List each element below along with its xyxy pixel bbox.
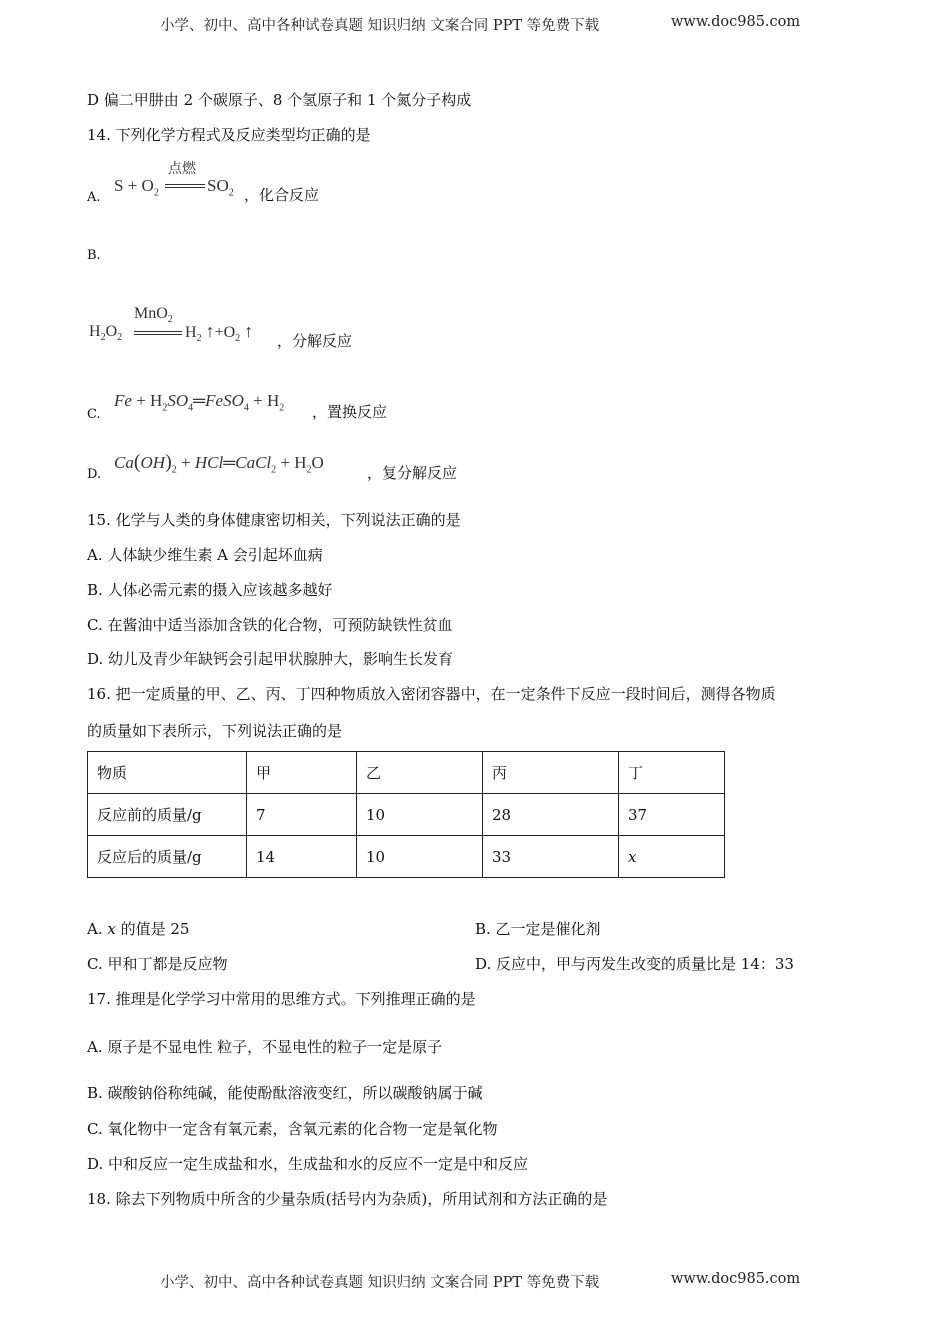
q14-d-label: D.: [87, 467, 102, 482]
page-header: [160, 14, 599, 35]
q14-b-product-h2: H: [185, 324, 197, 341]
q14-b-catalyst: MnO$_2$: [134, 305, 173, 326]
q17-option-c: C. 氧化物中一定含有氧元素，含氧元素的化合物一定是氧化物: [87, 1120, 498, 1138]
q14-c-label: C.: [87, 407, 101, 422]
q14-a-condition: 点燃: [168, 161, 196, 177]
table-cell: 10: [357, 836, 483, 878]
q14-b-left: H: [89, 323, 101, 340]
q17-option-b: B. 碳酸钠俗称纯碱，能使酚酞溶液变红，所以碳酸钠属于碱: [87, 1084, 483, 1102]
q14-b-equals: [134, 331, 182, 335]
q15-stem: 15. 化学与人类的身体健康密切相关，下列说法正确的是: [87, 511, 461, 529]
table-header-cell: 物质: [88, 752, 247, 794]
header-url[interactable]: www.doc985.com: [671, 14, 801, 30]
q15-option-d: D. 幼儿及青少年缺钙会引起甲状腺肿大，影响生长发育: [87, 650, 454, 668]
table-header-cell: 乙: [357, 752, 483, 794]
q14-a-type: ，化合反应: [244, 186, 320, 204]
q16-stem-line2: 的质量如下表所示，下列说法正确的是: [87, 722, 343, 740]
q15-option-b: B. 人体必需元素的摄入应该越多越好: [87, 581, 333, 599]
table-header-cell: 丁: [619, 752, 725, 794]
q14-a-label: A.: [87, 190, 101, 205]
q14-a-right: SO: [207, 176, 229, 195]
q14-b-label: B.: [87, 248, 101, 263]
table-header-row: [88, 752, 725, 794]
table-header-cell: 甲: [247, 752, 357, 794]
q16-option-d: D. 反应中，甲与丙发生改变的质量比是 14：33: [475, 955, 794, 973]
gas-arrow-icon: ↑: [205, 321, 215, 341]
q15-option-c: C. 在酱油中适当添加含铁的化合物，可预防缺铁性贫血: [87, 616, 453, 634]
header-text: 小学、初中、高中各种试卷真题 知识归纳 文案合同 PPT 等免费下载: [160, 18, 600, 34]
q14-c-type: ，置换反应: [312, 403, 388, 421]
page-footer: [160, 1271, 599, 1292]
q16-stem-line1: 16. 把一定质量的甲、乙、丙、丁四种物质放入密闭容器中，在一定条件下反应一段时间后，测得各物质: [87, 685, 776, 703]
q16-option-c: C. 甲和丁都是反应物: [87, 955, 228, 973]
table-cell: 反应后的质量/g: [88, 836, 247, 878]
q16-option-a: A. x 的值是 25: [87, 920, 190, 938]
q13-option-d: D 偏二甲肼由 2 个碳原子、8 个氢原子和 1 个氮分子构成: [87, 91, 472, 109]
table-cell: 7: [247, 794, 357, 836]
footer-text: 小学、初中、高中各种试卷真题 知识归纳 文案合同 PPT 等免费下载: [160, 1275, 600, 1291]
q14-a-right-sub: 2: [228, 187, 234, 199]
gas-arrow-icon: ↑: [244, 321, 254, 341]
q14-a-equals: [165, 184, 205, 188]
q14-stem: 14. 下列化学方程式及反应类型均正确的是: [87, 126, 371, 144]
q14-b-type: ，分解反应: [277, 332, 353, 350]
table-row: [88, 836, 725, 878]
q17-stem: 17. 推理是化学学习中常用的思维方式。下列推理正确的是: [87, 990, 476, 1008]
table-cell: 33: [483, 836, 619, 878]
table-cell: 10: [357, 794, 483, 836]
table-cell: 14: [247, 836, 357, 878]
footer-url[interactable]: www.doc985.com: [671, 1271, 801, 1287]
table-row: [88, 794, 725, 836]
q17-option-a: A. 原子是不显电性 粒子，不显电性的粒子一定是原子: [87, 1038, 443, 1056]
mass-table: [87, 751, 725, 878]
table-header-cell: 丙: [483, 752, 619, 794]
q15-option-a: A. 人体缺少维生素 A 会引起坏血病: [87, 546, 323, 564]
q18-stem: 18. 除去下列物质中所含的少量杂质(括号内为杂质)，所用试剂和方法正确的是: [87, 1190, 608, 1208]
q14-d-type: ，复分解反应: [367, 464, 458, 482]
table-cell: 反应前的质量/g: [88, 794, 247, 836]
table-cell: x: [619, 836, 725, 878]
table-cell: 37: [619, 794, 725, 836]
table-cell: 28: [483, 794, 619, 836]
q14-a-left: S + O: [114, 176, 154, 195]
q14-b-product-o2: +O: [214, 324, 236, 341]
q14-a-sub: 2: [153, 187, 159, 199]
q17-option-d: D. 中和反应一定生成盐和水，生成盐和水的反应不一定是中和反应: [87, 1155, 529, 1173]
q14-c-equation: $Fe + H_2SO_4═FeSO_4 + H_2$: [114, 391, 285, 414]
q16-option-b: B. 乙一定是催化剂: [475, 920, 601, 938]
q14-d-equation: $Ca(OH)_2$ + HCl═CaCl$_2$ + $H_2O$: [114, 451, 324, 476]
